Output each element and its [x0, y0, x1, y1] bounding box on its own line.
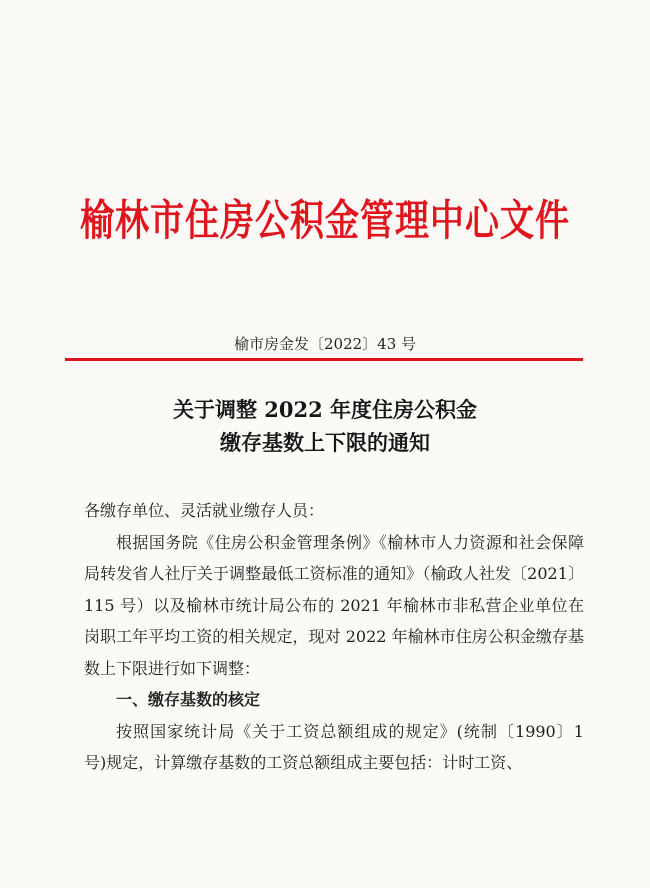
section-heading-1: 一、缴存基数的核定	[116, 690, 261, 709]
document-header-title: 榆林市住房公积金管理中心文件	[80, 196, 570, 246]
notice-title-line-2: 缴存基数上下限的通知	[220, 430, 430, 455]
body-paragraph-1: 根据国务院《住房公积金管理条例》《榆林市人力资源和社会保障局转发省人社厅关于调整最低工资标准的通知》（榆政人社发〔2021〕115 号）以及榆林市统计局公布的 2021 年榆林市非私营企业单位在岗职工年平均工资的相关规定，现对 2022 年榆林市住房公积金缴存基数上下限进行如下调整：	[84, 532, 584, 678]
notice-title	[0, 393, 650, 459]
document-number: 榆市房金发〔2022〕43 号	[233, 335, 417, 353]
body-paragraph-2: 按照国家统计局《关于工资总额组成的规定》(统制〔1990〕1 号)规定，计算缴存基数的工资总额组成主要包括：计时工资、	[84, 721, 584, 772]
red-divider-line	[65, 358, 583, 361]
notice-title-line-1: 关于调整 2022 年度住房公积金	[172, 397, 478, 422]
document-body	[84, 495, 584, 779]
salutation: 各缴存单位、灵活就业缴存人员：	[84, 501, 325, 520]
